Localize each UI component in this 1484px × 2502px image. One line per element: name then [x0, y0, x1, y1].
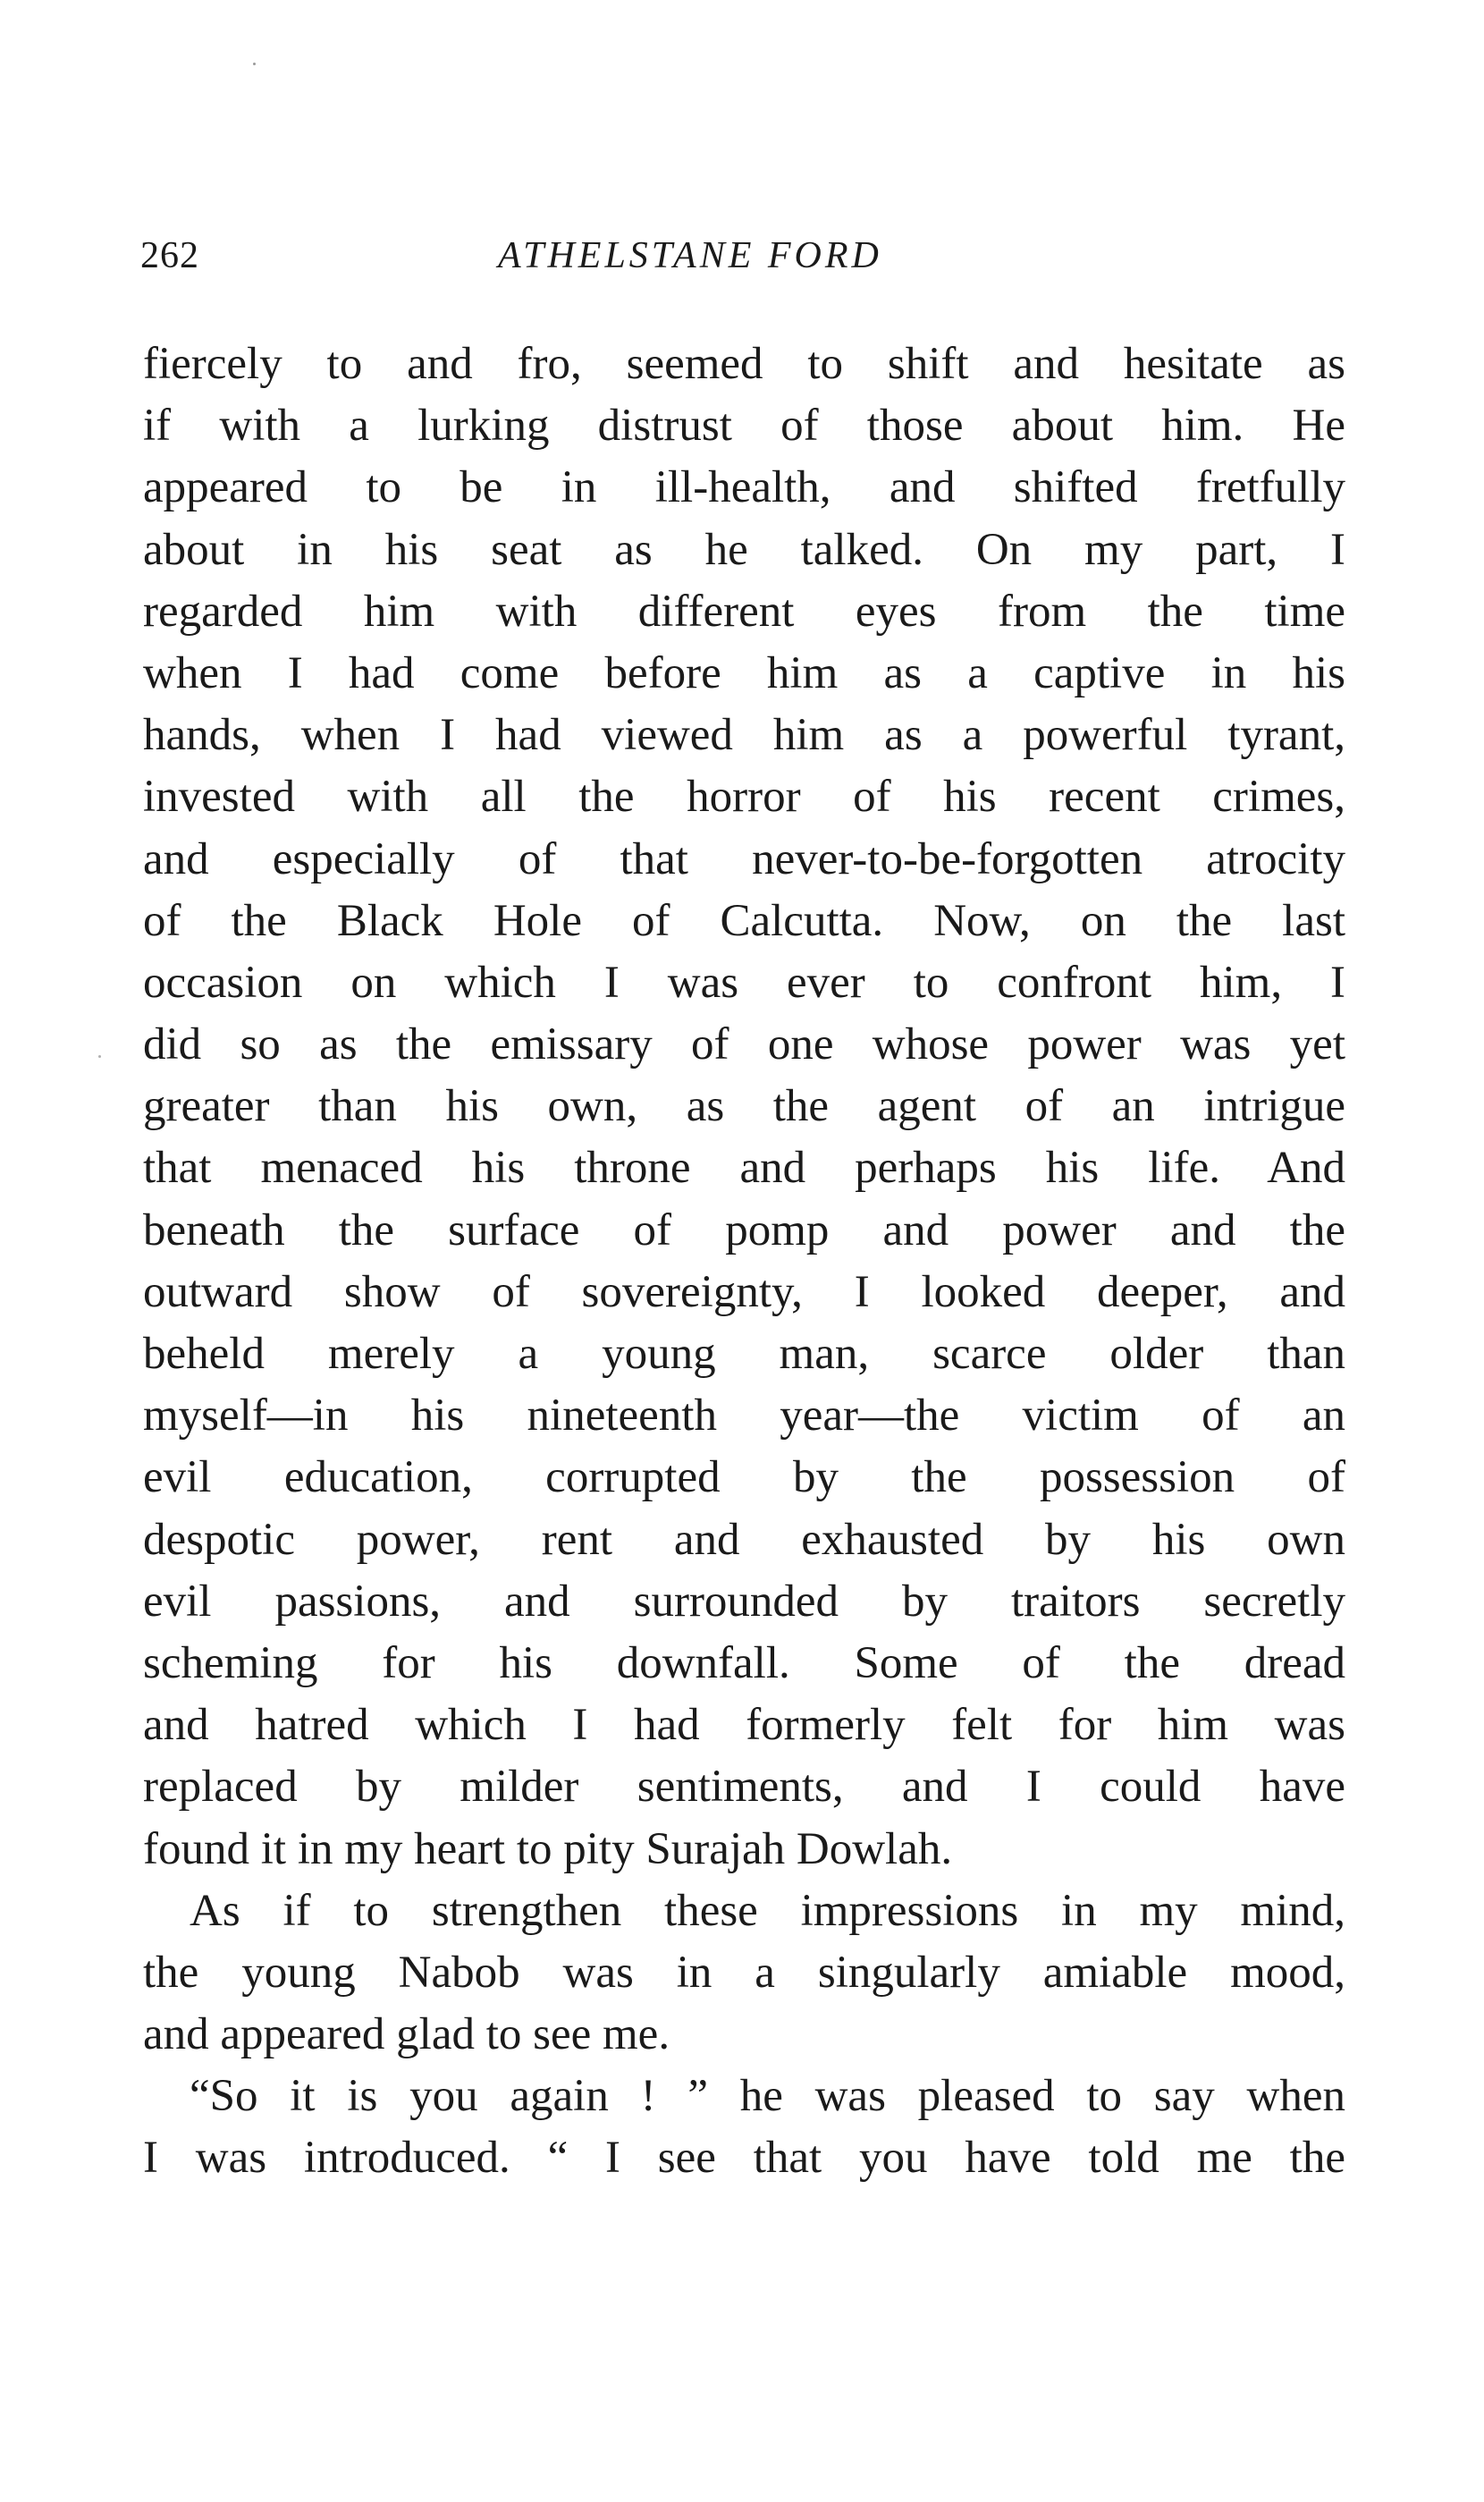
text-line: that menaced his throne and perhaps his life. And	[143, 1143, 1345, 1194]
page-number: 262	[140, 235, 199, 276]
text-line: fiercely to and fro, seemed to shift and hesitate as	[143, 339, 1345, 389]
text-line: and especially of that never-to-be-forgotten atrocity	[143, 833, 1345, 884]
text-line: beheld merely a young man, scarce older than	[143, 1329, 1345, 1379]
text-line: evil education, corrupted by the possession of	[143, 1452, 1345, 1503]
text-line: when I had come before him as a captive in his	[143, 647, 1345, 698]
text-line: I was introduced. “ I see that you have told me the	[143, 2133, 1345, 2184]
text-line: replaced by milder sentiments, and I could have	[143, 1762, 1345, 1813]
text-line: hands, when I had viewed him as a powerful tyrant,	[143, 710, 1345, 761]
text-line: did so as the emissary of one whose power was yet	[143, 1019, 1345, 1070]
paper-speck	[253, 63, 256, 65]
text-line: scheming for his downfall. Some of the dread	[143, 1637, 1345, 1688]
margin-mark	[98, 1055, 101, 1058]
text-line: greater than his own, as the agent of an intrigue	[143, 1081, 1345, 1132]
text-line: “So it is you again ! ” he was pleased to say when	[190, 2071, 1345, 2122]
paragraph	[143, 1881, 1345, 2067]
text-line: if with a lurking distrust of those about him. He	[143, 401, 1345, 452]
text-line: occasion on which I was ever to confront him, I	[143, 957, 1345, 1008]
running-title: ATHELSTANE FORD	[498, 235, 882, 276]
text-line: and hatred which I had formerly felt for him was	[143, 1700, 1345, 1751]
text-line: As if to strengthen these impressions in my mind,	[190, 1885, 1345, 1936]
text-line: and appeared glad to see me.	[143, 2009, 670, 2060]
text-line: found it in my heart to pity Surajah Dowlah.	[143, 1823, 953, 1874]
paragraph	[143, 2066, 1345, 2189]
text-line: of the Black Hole of Calcutta. Now, on the last	[143, 895, 1345, 946]
text-line: myself—in his nineteenth year—the victim of an	[143, 1390, 1345, 1441]
text-line: about in his seat as he talked. On my part, I	[143, 524, 1345, 575]
text-line: the young Nabob was in a singularly amiable mood,	[143, 1947, 1345, 1998]
text-line: regarded him with different eyes from the time	[143, 586, 1345, 637]
paragraph	[143, 334, 1345, 1881]
text-line: despotic power, rent and exhausted by his own	[143, 1514, 1345, 1565]
text-line: outward show of sovereignty, I looked deeper, and	[143, 1266, 1345, 1317]
running-head	[140, 234, 1345, 288]
text-line: invested with all the horror of his recent crimes,	[143, 772, 1345, 823]
text-line: appeared to be in ill-health, and shifted fretfully	[143, 462, 1345, 513]
text-line: beneath the surface of pomp and power and the	[143, 1205, 1345, 1255]
text-line: evil passions, and surrounded by traitors secretly	[143, 1576, 1345, 1627]
body-text	[143, 334, 1345, 2190]
